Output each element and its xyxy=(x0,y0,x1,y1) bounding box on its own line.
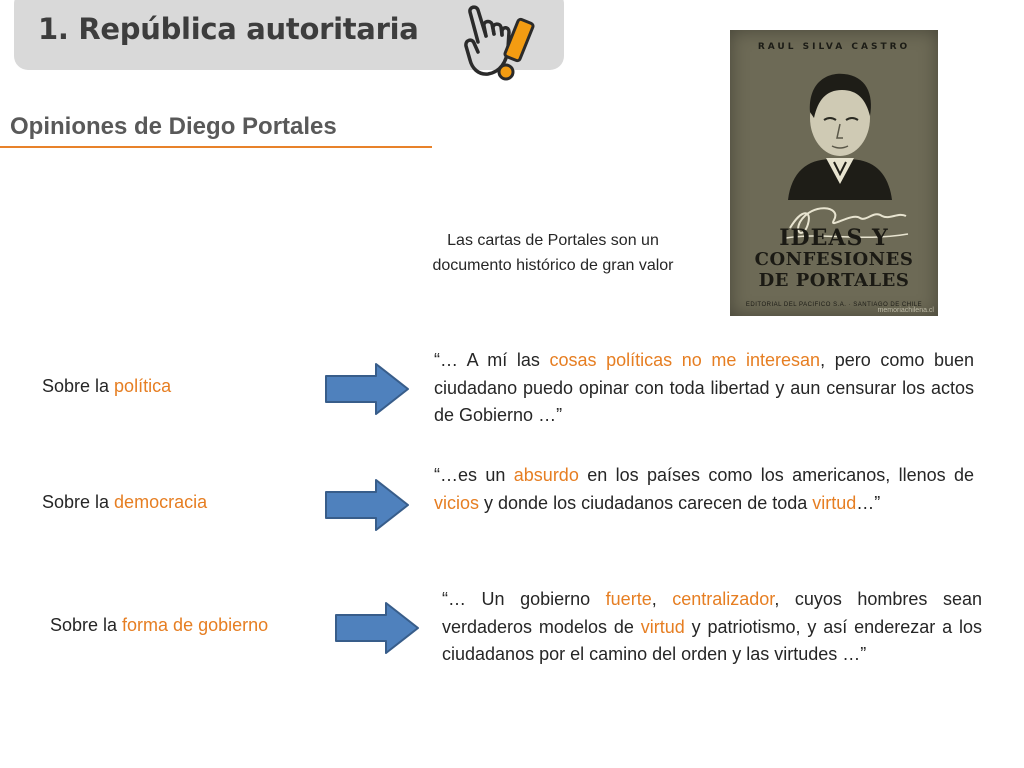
book-author: RAUL SILVA CASTRO xyxy=(757,42,911,52)
image-watermark: memoriachilena.cl xyxy=(877,307,934,314)
page-title: 1. República autoritaria xyxy=(38,12,419,46)
subtitle-underline xyxy=(0,146,432,148)
section-subtitle: Opiniones de Diego Portales xyxy=(10,113,337,140)
label-politica: Sobre la política xyxy=(42,376,172,396)
arrow-right-icon xyxy=(324,478,410,532)
arrow-right-icon xyxy=(334,601,420,655)
label-forma-de-gobierno: Sobre la forma de gobierno xyxy=(50,615,269,635)
quote-democracia: “…es un absurdo en los países como los americanos, llenos de vicios y donde los ciudadanos carecen de toda virtud…” xyxy=(434,465,974,513)
book-caption: Las cartas de Portales son un documento histórico de gran valor xyxy=(432,232,674,274)
label-democracia: Sobre la democracia xyxy=(42,492,208,512)
book-publisher: EDITORIAL DEL PACIFICO S.A. · SANTIAGO DE CHILE xyxy=(745,302,923,308)
hand-pointer-icon xyxy=(462,2,538,88)
quote-forma-de-gobierno: “… Un gobierno fuerte, centralizador, cuyos hombres sean verdaderos modelos de virtud y patriotismo, y así enderezar a los ciudadanos por el camino del orden y las virtudes …” xyxy=(442,589,982,664)
quote-politica: “… A mí las cosas políticas no me interesan, pero como buen ciudadano puedo opinar con toda libertad y aun censurar los actos de Gobierno …” xyxy=(434,350,975,425)
book-cover-image xyxy=(730,30,938,316)
portrait-engraving xyxy=(778,60,902,200)
book-title: IDEAS Y CONFESIONES DE PORTALES xyxy=(754,225,914,291)
arrow-right-icon xyxy=(324,362,410,416)
